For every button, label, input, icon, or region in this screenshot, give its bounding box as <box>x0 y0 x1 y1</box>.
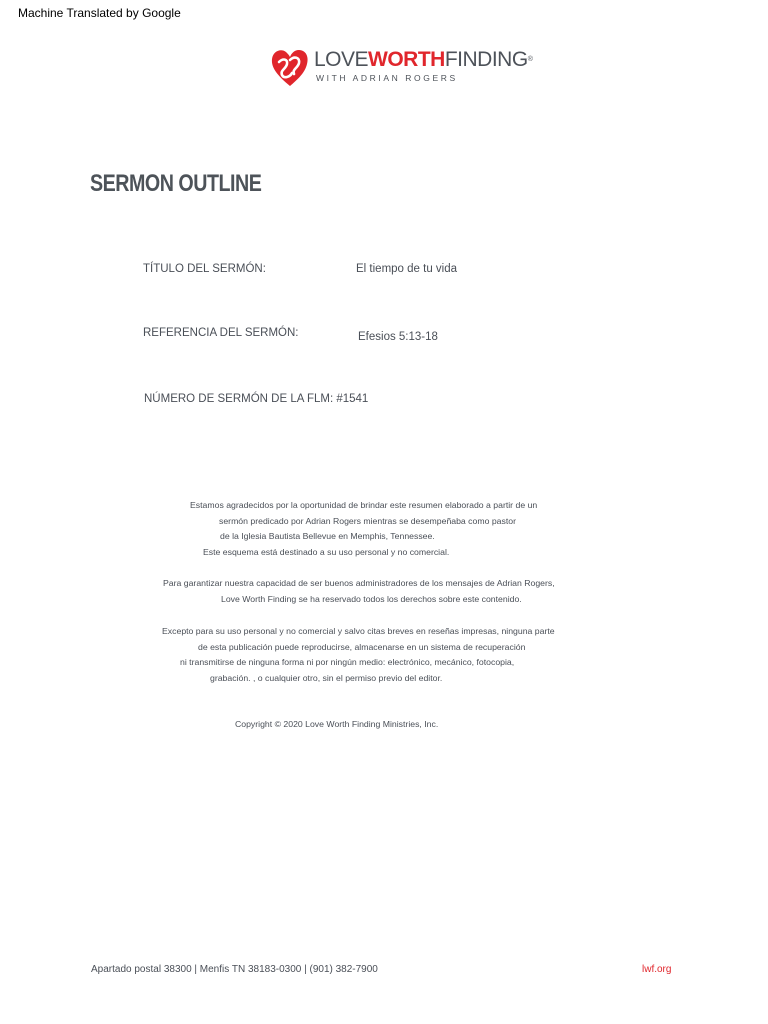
notice-line: de esta publicación puede reproducirse, almacenarse en un sistema de recuperación <box>198 641 526 652</box>
sermon-title-label: TÍTULO DEL SERMÓN: <box>143 263 266 275</box>
logo-word-worth: WORTH <box>368 48 445 71</box>
page-title: SERMON OUTLINE <box>90 170 262 197</box>
notice-line: Para garantizar nuestra capacidad de ser buenos administradores de los mensajes de Adrian Rogers, <box>163 578 555 588</box>
footer-website-link[interactable]: lwf.org <box>642 964 672 975</box>
sermon-title-value: El tiempo de tu vida <box>356 263 458 275</box>
notice-line: de la Iglesia Bautista Bellevue en Memphis, Tennessee. <box>220 531 435 542</box>
notice-line: Excepto para su uso personal y no comercial y salvo citas breves en reseñas impresas, ninguna parte <box>162 626 555 636</box>
notice-line: Love Worth Finding se ha reservado todos los derechos sobre este contenido. <box>221 593 522 604</box>
notice-line: Este esquema está destinado a su uso personal y no comercial. <box>203 546 450 557</box>
notice-line: Estamos agradecidos por la oportunidad de brindar este resumen elaborado a partir de un <box>190 500 538 510</box>
logo-subtitle: WITH ADRIAN ROGERS <box>316 73 458 83</box>
footer-address: Apartado postal 38300 | Menfis TN 38183-0300 | (901) 382-7900 <box>91 964 378 975</box>
sermon-reference-value: Efesios 5:13-18 <box>358 331 438 343</box>
heart-logo-icon <box>270 46 310 90</box>
logo-word-finding: FINDING <box>444 48 528 71</box>
logo <box>270 46 533 92</box>
registered-mark: ® <box>527 56 533 63</box>
sermon-reference-label: REFERENCIA DEL SERMÓN: <box>143 327 299 339</box>
notice-line: sermón predicado por Adrian Rogers mientras se desempeñaba como pastor <box>219 515 516 526</box>
logo-word-love: LOVE <box>314 48 369 71</box>
machine-translation-banner: Machine Translated by Google <box>18 6 181 20</box>
sermon-number: NÚMERO DE SERMÓN DE LA FLM: #1541 <box>144 393 369 405</box>
notice-line: grabación. , o cualquier otro, sin el permiso previo del editor. <box>210 672 443 683</box>
logo-wordmark <box>314 48 532 72</box>
notice-line: ni transmitirse de ninguna forma ni por ningún medio: electrónico, mecánico, fotocopia, <box>180 657 515 668</box>
copyright: Copyright © 2020 Love Worth Finding Ministries, Inc. <box>235 719 439 729</box>
